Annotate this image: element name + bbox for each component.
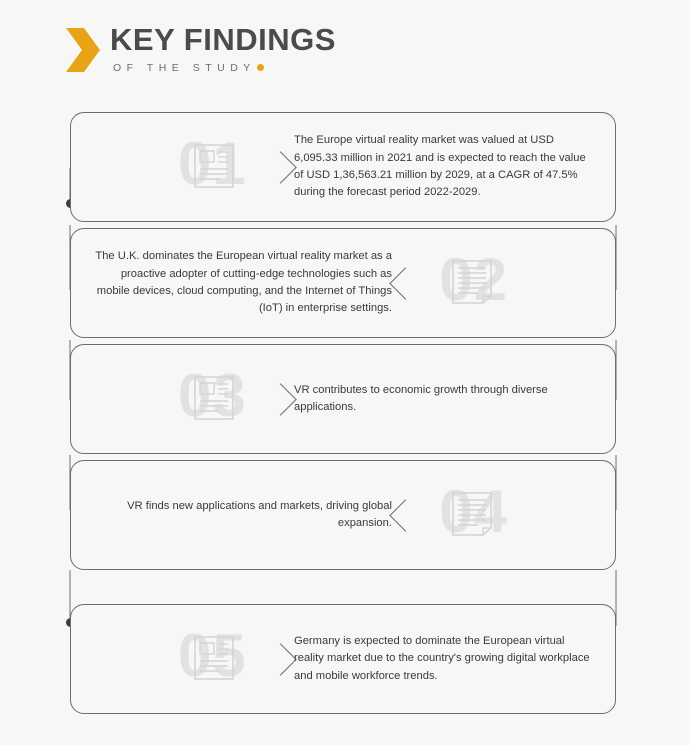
page-subtitle-row: [113, 62, 264, 74]
finding-row-1: [70, 112, 616, 222]
finding-row-2: [70, 228, 616, 338]
finding-row-5: [70, 604, 616, 714]
document-icon: [192, 634, 236, 682]
finding-text-4: VR finds new applications and markets, driving global expansion.: [127, 499, 392, 529]
finding-number-2: 02: [439, 246, 508, 313]
finding-row-4: [70, 460, 616, 570]
page-subtitle: OF THE STUDY: [113, 61, 256, 74]
accent-dot-icon: [257, 64, 264, 71]
finding-number-3: 03: [178, 362, 247, 429]
finding-text-2: The U.K. dominates the European virtual reality market as a proactive adopter of cutting-edge technologies such as mobile devices, cloud computing, and the Internet of Things (IoT) in enterprise settings.: [95, 250, 392, 315]
document-icon: [192, 374, 236, 422]
page-title: KEY FINDINGS: [110, 22, 336, 57]
document-icon: [450, 258, 494, 306]
title-block: [110, 24, 336, 74]
finding-number-1: 01: [178, 130, 247, 197]
document-icon: [192, 142, 236, 190]
finding-text-3: VR contributes to economic growth through diverse applications.: [294, 383, 548, 413]
finding-number-4: 04: [439, 478, 508, 545]
finding-text-5: Germany is expected to dominate the European virtual reality market due to the country's growing digital workplace and mobile workforce trends.: [294, 634, 590, 682]
page-header: [66, 24, 336, 74]
finding-text-1: The Europe virtual reality market was valued at USD 6,095.33 million in 2021 and is expected to reach the value of USD 1,36,563.21 million by 2029, at a CAGR of 47.5% during the forecast period 2022-2029.: [294, 134, 586, 199]
finding-row-3: [70, 344, 616, 454]
chevron-right-icon: [66, 28, 100, 72]
finding-number-5: 05: [178, 622, 247, 689]
document-icon: [450, 490, 494, 538]
